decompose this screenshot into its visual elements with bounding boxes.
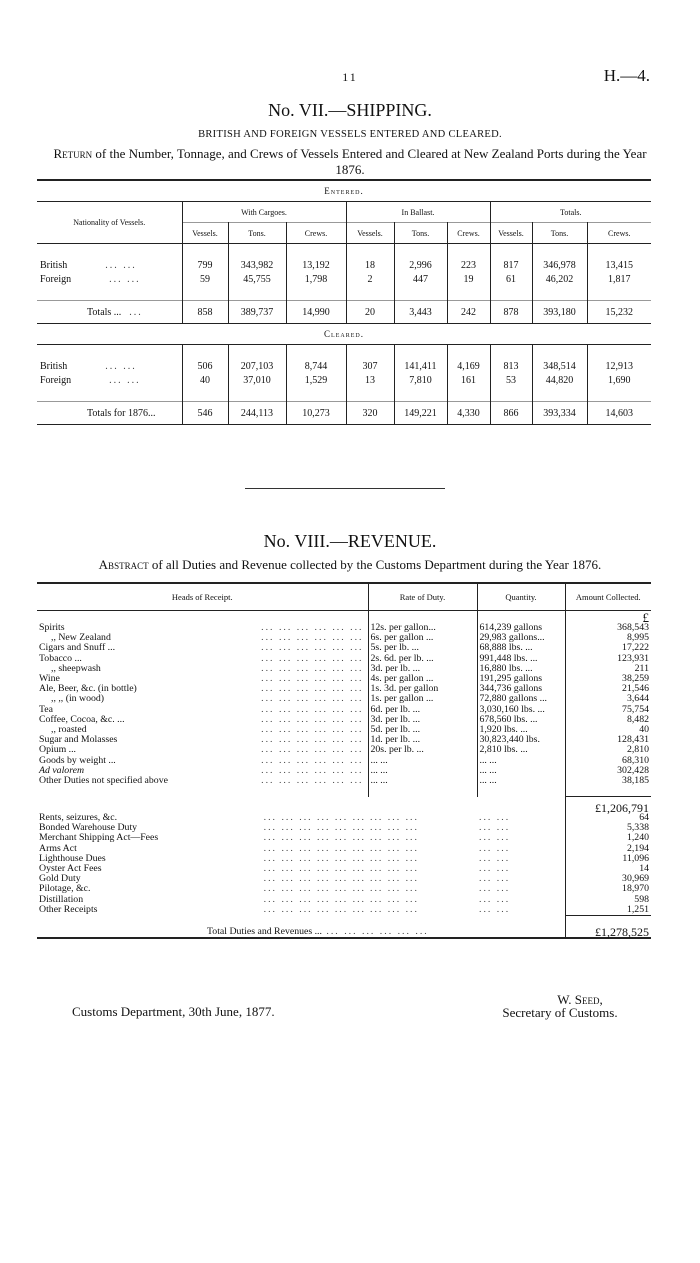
- duty-rate: ... ...: [368, 766, 477, 776]
- shipping-subtitle: BRITISH AND FOREIGN VESSELS ENTERED AND CLEARED.: [198, 129, 502, 140]
- other-amount: 1,240: [565, 833, 651, 843]
- cell-vessels: 878: [490, 301, 532, 324]
- cell-vessels: 506: [182, 359, 228, 373]
- duty-quantity: 16,880 lbs. ...: [477, 664, 565, 674]
- cell-crews: 12,913: [587, 359, 651, 373]
- cell-vessels: 59: [182, 272, 228, 286]
- ballast-group-header: In Ballast.: [346, 202, 490, 223]
- leader-dots: ... ... ... ... ... ...: [261, 673, 364, 685]
- duty-head-text: ,, ,, (in wood): [51, 693, 105, 705]
- entered-rows: [37, 244, 651, 301]
- cell-crews: 223: [447, 258, 490, 272]
- duty-quantity: 30,823,440 lbs.: [477, 735, 565, 745]
- duty-rate: 6s. per gallon ...: [368, 633, 477, 643]
- leader-dots: ... ...: [479, 832, 511, 844]
- duty-rate: 6d. per lb. ...: [368, 705, 477, 715]
- cell-crews: 15,232: [587, 301, 651, 324]
- leader-dots: ... ...: [479, 904, 511, 916]
- caption-lead: Return: [53, 146, 93, 161]
- row-dots: ... ...: [109, 273, 141, 285]
- row-label: British: [40, 360, 68, 372]
- nationality-cell: [37, 359, 182, 373]
- duty-rate: 1s. 3d. per gallon: [368, 684, 477, 694]
- duty-rate: 5d. per lb. ...: [368, 725, 477, 735]
- row-label: Totals ...: [87, 306, 122, 318]
- cell-tons: 244,113: [228, 402, 286, 425]
- other-rows: [37, 813, 651, 916]
- cell-crews: 14,990: [286, 301, 346, 324]
- nationality-cell: [37, 272, 182, 286]
- duty-head-text: Other Duties not specified above: [39, 775, 168, 787]
- other-amount: 598: [565, 895, 651, 905]
- duty-head-text: Spirits: [39, 622, 65, 633]
- leader-dots: ... ... ... ... ... ...: [261, 744, 364, 756]
- duty-head-text: Sugar and Molasses: [39, 734, 118, 746]
- duty-quantity: 614,239 gallons: [477, 623, 565, 633]
- duty-quantity: 29,983 gallons...: [477, 633, 565, 643]
- other-head-text: Distillation: [39, 893, 84, 905]
- duties-total: £1,206,791: [565, 797, 651, 813]
- duty-quantity: 344,736 gallons: [477, 684, 565, 694]
- revenue-title: No. VIII.—REVENUE.: [263, 531, 437, 551]
- cell-tons: 389,737: [228, 301, 286, 324]
- leader-dots: ... ... ... ... ... ...: [263, 852, 366, 864]
- duty-amount: 123,931: [565, 654, 651, 664]
- nationality-cell: [37, 258, 182, 272]
- cell-crews: 4,169: [447, 359, 490, 373]
- cell-crews: 1,798: [286, 272, 346, 286]
- cell-vessels: 40: [182, 373, 228, 387]
- leader-dots: ... ... ... ... ... ...: [263, 832, 366, 844]
- total-label: [37, 301, 182, 324]
- entered-total-row: [37, 301, 651, 324]
- col-vessels: Vessels.: [182, 223, 228, 244]
- other-head-text: Lighthouse Dues: [39, 852, 106, 864]
- grand-total-label: Total Duties and Revenues ... ... ... ... ... ... ...: [207, 926, 429, 938]
- other-head-text: Oyster Act Fees: [39, 862, 102, 874]
- duty-rate: 1d. per lb. ...: [368, 735, 477, 745]
- row-dots: ...: [129, 306, 143, 318]
- duty-amount: 17,222: [565, 643, 651, 653]
- other-head-text: Merchant Shipping Act—Fees: [39, 832, 159, 844]
- cell-tons: 149,221: [394, 402, 447, 425]
- entered-heading: Entered.: [37, 180, 651, 202]
- duty-head-text: Tobacco ...: [39, 652, 82, 664]
- other-amount: 18,970: [565, 884, 651, 894]
- leader-dots: ... ... ... ... ... ...: [261, 683, 364, 695]
- duty-head-text: Ale, Beer, &c. (in bottle): [39, 683, 137, 695]
- leader-dots: ... ... ... ... ... ...: [263, 862, 366, 874]
- cell-tons: 207,103: [228, 359, 286, 373]
- leader-dots: ... ... ... ... ... ...: [261, 754, 364, 766]
- row-dots: ... ...: [105, 360, 137, 372]
- total-label: [37, 402, 182, 425]
- other-head-text: Arms Act: [39, 842, 77, 854]
- leader-dots: ... ... ...: [370, 893, 419, 905]
- duty-head-text: Opium ...: [39, 744, 77, 756]
- other-amount: 2,194: [565, 844, 651, 854]
- cargo-group-header: With Cargoes.: [182, 202, 346, 223]
- duty-head-text: ,, roasted: [51, 724, 87, 736]
- leader-dots: ... ...: [479, 811, 511, 823]
- leader-dots: ... ... ... ... ... ...: [261, 724, 364, 736]
- other-head-text: Rents, seizures, &c.: [39, 811, 118, 823]
- cell-vessels: 61: [490, 272, 532, 286]
- cell-vessels: 307: [346, 359, 394, 373]
- duty-rate: ... ...: [368, 756, 477, 766]
- duty-head-text: ,, sheepwash: [51, 662, 101, 674]
- duty-quantity: 72,880 gallons ...: [477, 694, 565, 704]
- caption-text: of all Duties and Revenue collected by the Customs Department during the Year 1876.: [151, 557, 602, 572]
- duty-amount: 211: [565, 664, 651, 674]
- duty-quantity: 1,920 lbs. ...: [477, 725, 565, 735]
- shipping-title: No. VII.—SHIPPING.: [268, 100, 432, 120]
- document-reference: H.—4.: [603, 66, 650, 85]
- signatory: W. Seed,: [557, 992, 603, 1007]
- col-crews: Crews.: [286, 223, 346, 244]
- duty-row: [37, 776, 651, 786]
- col-tons: Tons.: [394, 223, 447, 244]
- cell-crews: 19: [447, 272, 490, 286]
- cell-crews: 13,192: [286, 258, 346, 272]
- cell-crews: 4,330: [447, 402, 490, 425]
- leader-dots: ... ... ... ... ... ...: [261, 693, 364, 705]
- leader-dots: ... ... ... ... ... ...: [261, 632, 364, 644]
- cell-tons: 45,755: [228, 272, 286, 286]
- other-amount: 14: [565, 864, 651, 874]
- totals-group-header: Totals.: [490, 202, 651, 223]
- leader-dots: ... ...: [479, 883, 511, 895]
- cell-tons: 44,820: [532, 373, 587, 387]
- duty-rate: 2s. 6d. per lb. ...: [368, 654, 477, 664]
- row-label: Foreign: [40, 374, 72, 386]
- duty-rate: 1s. per gallon ...: [368, 694, 477, 704]
- cell-vessels: 799: [182, 258, 228, 272]
- col-vessels: Vessels.: [490, 223, 532, 244]
- leader-dots: ... ...: [479, 873, 511, 885]
- duty-head-text: Cigars and Snuff ...: [39, 642, 116, 654]
- caption-lead: Abstract: [98, 557, 149, 572]
- cell-tons: 343,982: [228, 258, 286, 272]
- duty-amount: 21,546: [565, 684, 651, 694]
- duty-amount: 75,754: [565, 705, 651, 715]
- col-crews: Crews.: [587, 223, 651, 244]
- shipping-caption: [40, 146, 660, 178]
- grand-total: £1,278,525: [565, 915, 651, 938]
- leader-dots: ... ... ...: [370, 873, 419, 885]
- other-head-text: Other Receipts: [39, 904, 98, 916]
- leader-dots: ... ... ...: [370, 842, 419, 854]
- rate-header: Rate of Duty.: [368, 583, 477, 611]
- cell-crews: 1,817: [587, 272, 651, 286]
- other-amount: 1,251: [565, 905, 651, 916]
- cell-crews: 1,529: [286, 373, 346, 387]
- duty-head: [37, 776, 368, 786]
- cell-crews: 161: [447, 373, 490, 387]
- cell-tons: 447: [394, 272, 447, 286]
- row-dots: ... ...: [105, 259, 137, 271]
- leader-dots: ... ...: [479, 822, 511, 834]
- cell-tons: 393,334: [532, 402, 587, 425]
- col-crews: Crews.: [447, 223, 490, 244]
- duty-quantity: 3,030,160 lbs. ...: [477, 705, 565, 715]
- cell-tons: 348,514: [532, 359, 587, 373]
- col-tons: Tons.: [228, 223, 286, 244]
- grand-total-text: Total Duties and Revenues ...: [207, 926, 322, 938]
- amount-header: Amount Collected.: [565, 583, 651, 611]
- leader-dots: ... ... ... ... ... ...: [261, 703, 364, 715]
- cell-tons: 37,010: [228, 373, 286, 387]
- other-amount: 30,969: [565, 874, 651, 884]
- shipping-table: [37, 179, 651, 425]
- cleared-total-row: [37, 402, 651, 425]
- duty-quantity: ... ...: [477, 756, 565, 766]
- cell-crews: 1,690: [587, 373, 651, 387]
- row-dots: ... ...: [109, 374, 141, 386]
- cell-vessels: 320: [346, 402, 394, 425]
- cell-vessels: 53: [490, 373, 532, 387]
- duty-head-text: ,, New Zealand: [51, 632, 111, 644]
- cell-tons: 346,978: [532, 258, 587, 272]
- duty-amount: 8,482: [565, 715, 651, 725]
- cell-vessels: 858: [182, 301, 228, 324]
- quantity-header: Quantity.: [477, 583, 565, 611]
- duty-amount: 368,543: [565, 623, 651, 633]
- leader-dots: ... ... ...: [370, 852, 419, 864]
- leader-dots: ... ... ... ... ... ...: [263, 822, 366, 834]
- leader-dots: ... ... ... ... ... ...: [261, 764, 364, 776]
- cell-crews: 242: [447, 301, 490, 324]
- leader-dots: ... ... ...: [370, 832, 419, 844]
- other-row: [37, 895, 651, 905]
- leader-dots: ... ... ... ... ... ...: [261, 775, 364, 787]
- leader-dots: ... ... ... ... ... ...: [263, 904, 366, 916]
- duty-head-text: Wine: [39, 673, 60, 685]
- revenue-caption: [30, 557, 670, 573]
- duty-rate: 20s. per lb. ...: [368, 745, 477, 755]
- duty-rate: 5s. per lb. ...: [368, 643, 477, 653]
- duty-quantity: 991,448 lbs. ...: [477, 654, 565, 664]
- cell-crews: 10,273: [286, 402, 346, 425]
- cell-vessels: 13: [346, 373, 394, 387]
- cleared-heading: Cleared.: [37, 324, 651, 345]
- duty-rows: [37, 623, 651, 786]
- duty-head-text: Goods by weight ...: [39, 754, 116, 766]
- duty-rate: ... ...: [368, 776, 477, 786]
- cell-vessels: 546: [182, 402, 228, 425]
- leader-dots: ... ... ...: [370, 862, 419, 874]
- leader-dots: ... ... ... ... ... ...: [263, 811, 366, 823]
- duty-head-text: Tea: [39, 703, 53, 715]
- leader-dots: ... ... ...: [370, 883, 419, 895]
- cell-vessels: 813: [490, 359, 532, 373]
- cell-tons: 393,180: [532, 301, 587, 324]
- leader-dots: ... ... ...: [370, 904, 419, 916]
- cell-vessels: 866: [490, 402, 532, 425]
- other-head: [37, 905, 368, 916]
- signatory-office: Secretary of Customs.: [502, 1005, 618, 1020]
- row-label: Totals for 1876...: [87, 407, 156, 419]
- duty-quantity: 191,295 gallons: [477, 674, 565, 684]
- duty-head-text: Ad valorem: [39, 764, 85, 776]
- other-amount: 5,338: [565, 823, 651, 833]
- duty-amount: 302,428: [565, 766, 651, 776]
- cell-tons: 141,411: [394, 359, 447, 373]
- col-tons: Tons.: [532, 223, 587, 244]
- duty-quantity: ... ...: [477, 776, 565, 786]
- duty-rate: 3d. per lb. ...: [368, 664, 477, 674]
- col-vessels: Vessels.: [346, 223, 394, 244]
- duty-amount: 8,995: [565, 633, 651, 643]
- currency-symbol: £: [565, 611, 651, 624]
- nationality-header: Nationality of Vessels.: [37, 202, 182, 244]
- leader-dots: ... ... ... ... ... ...: [261, 622, 364, 633]
- duty-quantity: ... ...: [477, 766, 565, 776]
- duty-quantity: 2,810 lbs. ...: [477, 745, 565, 755]
- cell-crews: 13,415: [587, 258, 651, 272]
- nationality-cell: [37, 373, 182, 387]
- duty-rate: 12s. per gallon...: [368, 623, 477, 633]
- cell-tons: 3,443: [394, 301, 447, 324]
- duty-amount: 38,259: [565, 674, 651, 684]
- cell-tons: 7,810: [394, 373, 447, 387]
- leader-dots: ... ...: [479, 842, 511, 854]
- row-label: British: [40, 259, 68, 271]
- heads-header: Heads of Receipt.: [171, 591, 233, 602]
- other-amount: 11,096: [565, 854, 651, 864]
- leader-dots: ... ... ...: [370, 822, 419, 834]
- leader-dots: ... ... ... ... ... ...: [261, 662, 364, 674]
- duty-rate: 3d. per lb. ...: [368, 715, 477, 725]
- cell-vessels: 18: [346, 258, 394, 272]
- leader-dots: ... ... ... ... ... ...: [261, 734, 364, 746]
- duty-quantity: 68,888 lbs. ...: [477, 643, 565, 653]
- row-label: Foreign: [40, 273, 72, 285]
- leader-dots: ... ... ...: [370, 811, 419, 823]
- duty-amount: 68,310: [565, 756, 651, 766]
- duty-amount: 38,185: [565, 776, 651, 786]
- duty-quantity: 678,560 lbs. ...: [477, 715, 565, 725]
- duty-amount: 40: [565, 725, 651, 735]
- duty-amount: 2,810: [565, 745, 651, 755]
- leader-dots: ... ... ... ... ... ...: [263, 893, 366, 905]
- leader-dots: ... ... ... ... ... ...: [263, 842, 366, 854]
- caption-text: of the Number, Tonnage, and Crews of Vessels Entered and Cleared at New Zealand Ports during the Year 1876.: [95, 146, 647, 177]
- cleared-rows: [37, 345, 651, 402]
- cell-vessels: 817: [490, 258, 532, 272]
- duty-head-text: Coffee, Cocoa, &c. ...: [39, 713, 125, 725]
- cell-vessels: 2: [346, 272, 394, 286]
- page-number: 11: [342, 70, 358, 84]
- cell-tons: 2,996: [394, 258, 447, 272]
- other-head: [37, 895, 368, 905]
- duty-amount: 3,644: [565, 694, 651, 704]
- leader-dots: ... ... ... ... ... ...: [263, 883, 366, 895]
- revenue-table: [37, 582, 651, 939]
- leader-dots: ... ... ... ... ... ...: [261, 642, 364, 654]
- leader-dots: ... ... ... ... ... ...: [261, 713, 364, 725]
- leader-dots: ... ...: [479, 862, 511, 874]
- section-divider: [245, 488, 445, 489]
- leader-dots: ... ...: [479, 893, 511, 905]
- other-head-text: Gold Duty: [39, 873, 81, 885]
- cell-tons: 46,202: [532, 272, 587, 286]
- other-row: [37, 905, 651, 916]
- leader-dots: ... ... ... ... ... ...: [263, 873, 366, 885]
- duty-amount: 128,431: [565, 735, 651, 745]
- place-date: Customs Department, 30th June, 1877.: [72, 1004, 275, 1019]
- leader-dots: ... ...: [479, 852, 511, 864]
- other-amount: 64: [565, 813, 651, 823]
- other-head-text: Bonded Warehouse Duty: [39, 822, 138, 834]
- leader-dots: ... ... ... ... ... ...: [261, 652, 364, 664]
- cell-vessels: 20: [346, 301, 394, 324]
- cell-crews: 8,744: [286, 359, 346, 373]
- cell-crews: 14,603: [587, 402, 651, 425]
- other-head-text: Pilotage, &c.: [39, 883, 91, 895]
- duty-rate: 4s. per gallon ...: [368, 674, 477, 684]
